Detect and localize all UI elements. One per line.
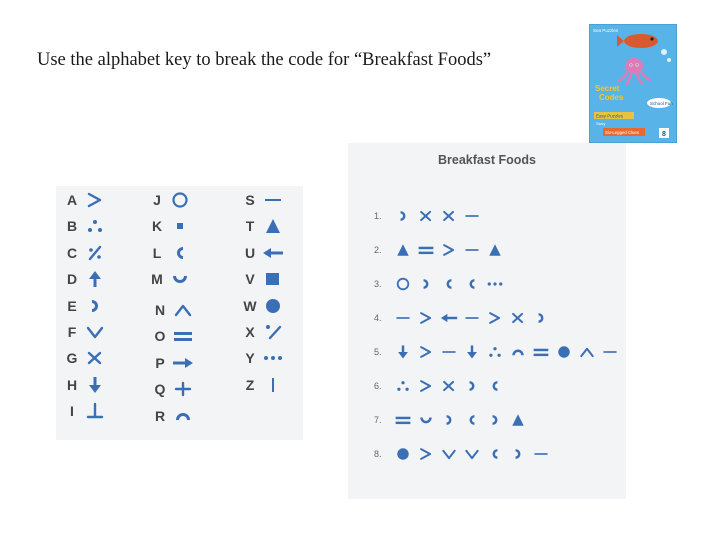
half-moon-right-icon (394, 209, 412, 223)
key-letter-a: A (66, 192, 78, 208)
right-angle-icon (440, 243, 458, 257)
alphabet-key-panel (56, 186, 303, 440)
half-moon-right-icon (532, 311, 550, 325)
triangle-icon (394, 243, 412, 257)
dash-icon (394, 311, 412, 325)
code-puzzle-panel (348, 143, 626, 499)
triangle-icon (509, 413, 527, 427)
down-arrow-icon (84, 377, 106, 393)
key-letter-x: X (245, 324, 255, 340)
down-chevron-icon (463, 447, 481, 461)
half-moon-right-icon (84, 298, 106, 314)
double-bar-icon (417, 243, 435, 257)
half-moon-right-icon (509, 447, 527, 461)
half-moon-left-icon (463, 277, 481, 291)
key-letter-o: O (154, 328, 166, 345)
dash-icon (601, 345, 619, 359)
triangle-icon (262, 218, 284, 234)
half-moon-right-icon (486, 413, 504, 427)
up-arrow-icon (84, 271, 106, 287)
three-dots-triangle-icon (84, 218, 106, 234)
arch-icon (509, 345, 527, 359)
up-tack-icon (84, 403, 106, 419)
up-chevron-icon (172, 302, 194, 318)
key-letter-b: B (66, 218, 78, 235)
slide-title: Use the alphabet key to break the code for “Breakfast Foods” (37, 50, 492, 70)
key-letter-u: U (244, 244, 256, 261)
x-mark-icon (440, 379, 458, 393)
right-angle-icon (417, 345, 435, 359)
puzzle-title: Breakfast Foods (438, 153, 536, 167)
dot-slash-icon (262, 324, 284, 340)
right-angle-icon (486, 311, 504, 325)
filled-circle-icon (394, 447, 412, 461)
key-letter-r: R (154, 407, 166, 424)
three-dots-icon (262, 350, 284, 366)
cover-bottom-line-2: Story (596, 121, 606, 126)
half-moon-right-icon (417, 277, 435, 291)
right-arrow-icon (172, 355, 194, 371)
puzzle-row-number: 5. (374, 347, 382, 357)
plus-icon (172, 381, 194, 397)
puzzle-row-number: 4. (374, 313, 382, 323)
small-square-icon (169, 218, 191, 234)
double-bar-icon (394, 413, 412, 427)
down-chevron-icon (84, 324, 106, 340)
puzzle-row-number: 2. (374, 245, 382, 255)
puzzle-row-number: 3. (374, 279, 382, 289)
bowl-icon (169, 271, 191, 287)
three-dots-triangle-icon (394, 379, 412, 393)
key-letter-e: E (67, 297, 77, 314)
key-letter-w: W (243, 297, 257, 314)
slash-dots-icon (84, 245, 106, 261)
bowl-icon (417, 413, 435, 427)
down-arrow-icon (394, 345, 412, 359)
circle-outline-icon (394, 277, 412, 291)
half-moon-right-icon (440, 413, 458, 427)
dash-icon (532, 447, 550, 461)
dash-icon (463, 209, 481, 223)
right-angle-icon (84, 192, 106, 208)
x-mark-icon (417, 209, 435, 223)
three-dots-icon (486, 277, 504, 291)
triangle-icon (486, 243, 504, 257)
cover-title-line-1: Secret (595, 84, 620, 93)
key-letter-t: T (245, 218, 255, 235)
key-letter-g: G (66, 350, 78, 367)
x-mark-icon (440, 209, 458, 223)
key-letter-s: S (245, 192, 255, 208)
double-bar-icon (172, 328, 194, 344)
right-angle-icon (417, 311, 435, 325)
key-letter-h: H (66, 376, 78, 393)
arch-icon (172, 408, 194, 424)
half-moon-right-icon (463, 379, 481, 393)
key-letter-j: J (153, 192, 161, 208)
key-letter-z: Z (245, 376, 255, 393)
cover-bottom-line-3: Six-Legged Clues (605, 130, 639, 135)
key-letter-f: F (67, 324, 77, 340)
puzzle-row-number: 8. (374, 449, 382, 459)
right-angle-icon (417, 379, 435, 393)
cover-bottom-line-1: Easy Puzzles (596, 113, 624, 119)
circle-outline-icon (169, 192, 191, 208)
up-chevron-icon (578, 345, 596, 359)
puzzle-row-number: 1. (374, 211, 382, 221)
half-moon-left-icon (486, 379, 504, 393)
filled-circle-icon (262, 298, 284, 314)
cover-badge: School Fun (650, 101, 673, 106)
key-letter-v: V (245, 271, 255, 288)
puzzle-row-number: 6. (374, 381, 382, 391)
filled-circle-icon (555, 345, 573, 359)
dash-icon (463, 243, 481, 257)
left-arrow-icon (440, 311, 458, 325)
left-arrow-icon (262, 245, 284, 261)
cover-title-line-2: Codes (599, 93, 624, 102)
half-moon-left-icon (486, 447, 504, 461)
three-dots-triangle-icon (486, 345, 504, 359)
key-letter-p: P (155, 354, 165, 371)
key-letter-k: K (151, 218, 163, 235)
key-letter-c: C (66, 244, 78, 261)
double-bar-icon (532, 345, 550, 359)
half-moon-left-icon (440, 277, 458, 291)
x-mark-icon (509, 311, 527, 325)
key-letter-l: L (152, 244, 162, 261)
square-icon (262, 271, 284, 287)
dash-icon (440, 345, 458, 359)
key-letter-y: Y (245, 350, 255, 367)
x-mark-icon (84, 350, 106, 366)
dash-icon (262, 192, 284, 208)
key-letter-q: Q (154, 381, 166, 398)
dash-icon (463, 311, 481, 325)
right-angle-icon (417, 447, 435, 461)
key-letter-m: M (151, 271, 163, 288)
key-letter-d: D (66, 271, 78, 288)
down-chevron-icon (440, 447, 458, 461)
key-letter-n: N (154, 302, 166, 318)
down-arrow-icon (463, 345, 481, 359)
cover-top-label: Sea Puzzles (593, 28, 619, 33)
key-letter-i: I (70, 403, 74, 420)
book-cover-image (589, 24, 677, 143)
half-moon-left-icon (169, 245, 191, 261)
half-moon-left-icon (463, 413, 481, 427)
vertical-bar-icon (262, 377, 284, 393)
svg-text:8: 8 (662, 131, 666, 138)
puzzle-row-number: 7. (374, 415, 382, 425)
